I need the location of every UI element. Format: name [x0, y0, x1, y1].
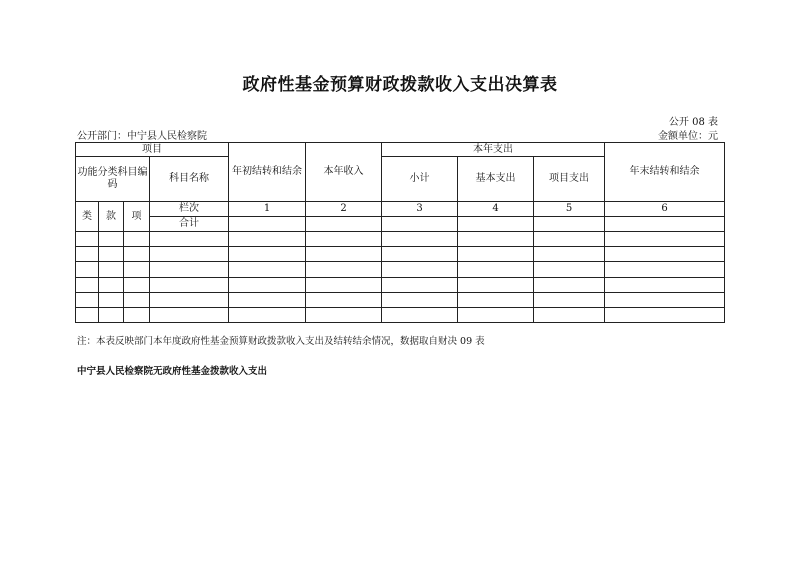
header-project-expenditure: 项目支出 [534, 157, 605, 202]
header-lei: 类 [76, 202, 99, 232]
column-number: 2 [306, 202, 382, 217]
header-current-expenditure: 本年支出 [382, 143, 605, 157]
header-end-balance: 年末结转和结余 [605, 143, 725, 202]
column-number: 3 [382, 202, 458, 217]
department-label: 公开部门：中宁县人民检察院 [77, 131, 207, 142]
table-row [76, 278, 725, 293]
table-cell [605, 217, 725, 232]
header-xiang: 项 [124, 202, 150, 232]
table-row [76, 293, 725, 308]
column-number: 1 [229, 202, 306, 217]
table-cell [229, 217, 306, 232]
table-cell [458, 217, 534, 232]
no-fund-statement: 中宁县人民检察院无政府性基金拨款收入支出 [77, 366, 268, 377]
header-basic-expenditure: 基本支出 [458, 157, 534, 202]
header-subject-name: 科目名称 [150, 157, 229, 202]
form-number: 公开 08 表 [668, 117, 718, 128]
table-row [76, 262, 725, 278]
column-number: 4 [458, 202, 534, 217]
header-lanci: 栏次 [150, 202, 229, 217]
header-project: 项目 [76, 143, 229, 157]
table-cell [306, 217, 382, 232]
header-begin-balance: 年初结转和结余 [229, 143, 306, 202]
table-row [76, 232, 725, 247]
header-current-income: 本年收入 [306, 143, 382, 202]
table-note: 注：本表反映部门本年度政府性基金预算财政拨款收入支出及结转结余情况，数据取自财决 09 表 [77, 336, 485, 347]
column-number: 5 [534, 202, 605, 217]
table-row [76, 247, 725, 262]
table-cell [534, 217, 605, 232]
amount-unit-label: 金额单位：元 [658, 131, 718, 142]
column-number: 6 [605, 202, 725, 217]
page-title: 政府性基金预算财政拨款收入支出决算表 [242, 75, 558, 95]
total-label: 合计 [150, 217, 229, 232]
table-row [76, 308, 725, 323]
header-function-code: 功能分类科目编码 [76, 157, 150, 202]
budget-table [75, 142, 725, 323]
table-cell [382, 217, 458, 232]
header-kuan: 款 [99, 202, 124, 232]
header-subtotal: 小计 [382, 157, 458, 202]
